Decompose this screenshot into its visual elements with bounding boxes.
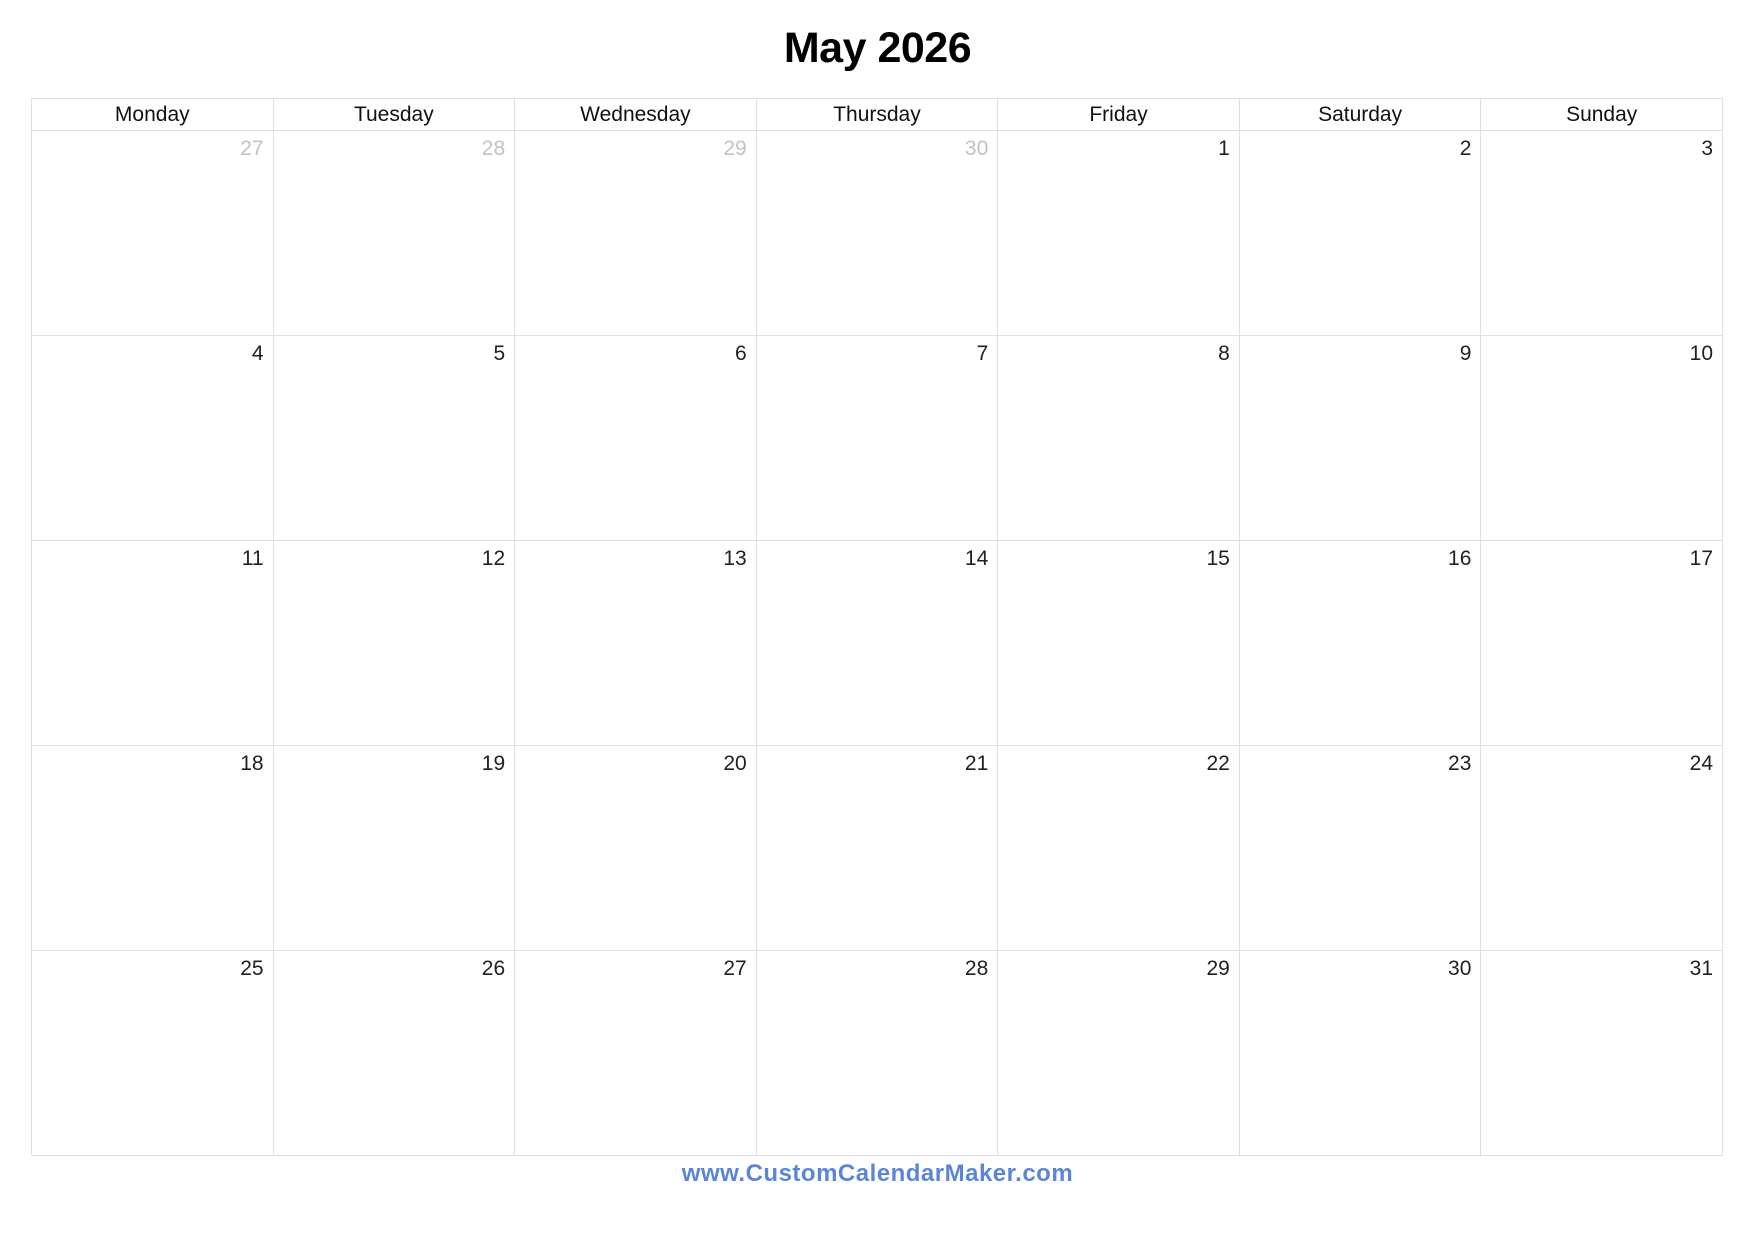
- weekday-header-sunday: Sunday: [1481, 99, 1723, 131]
- day-number: 8: [1218, 342, 1230, 365]
- day-number: 30: [964, 137, 989, 160]
- day-number: 9: [1459, 342, 1472, 365]
- day-cell: [1239, 131, 1481, 336]
- weekday-header-saturday: Saturday: [1239, 99, 1481, 131]
- day-number: 29: [723, 137, 747, 160]
- day-cell: [515, 746, 757, 951]
- day-cell: [998, 541, 1240, 746]
- day-number: 4: [251, 342, 264, 365]
- weekday-header-tuesday: Tuesday: [273, 99, 515, 131]
- day-number: 25: [240, 957, 264, 980]
- day-cell: [32, 541, 274, 746]
- day-cell: [273, 541, 515, 746]
- day-number: 27: [240, 137, 264, 160]
- day-number: 28: [481, 137, 506, 160]
- day-cell: [32, 746, 274, 951]
- day-cell: [1481, 951, 1723, 1156]
- day-cell: [273, 951, 515, 1156]
- day-cell: [1239, 951, 1481, 1156]
- weekday-header-wednesday: Wednesday: [515, 99, 757, 131]
- week-row: [32, 951, 1723, 1156]
- day-number: 13: [723, 547, 747, 570]
- day-number: 6: [735, 342, 747, 365]
- footer-link[interactable]: www.CustomCalendarMaker.com: [681, 1160, 1074, 1187]
- calendar-grid: [31, 98, 1723, 1156]
- day-number: 24: [1689, 752, 1713, 775]
- day-cell: [1239, 541, 1481, 746]
- day-cell: [756, 336, 998, 541]
- day-number: 16: [1448, 547, 1472, 570]
- day-number: 5: [493, 342, 506, 365]
- day-cell: [273, 336, 515, 541]
- day-cell: [998, 746, 1240, 951]
- day-number: 29: [1206, 957, 1230, 980]
- weekday-header-row: [32, 99, 1723, 131]
- day-number: 14: [964, 547, 989, 570]
- day-cell: [273, 746, 515, 951]
- day-number: 23: [1448, 752, 1472, 775]
- day-cell: [1239, 336, 1481, 541]
- day-number: 18: [240, 752, 264, 775]
- day-number: 27: [723, 957, 747, 980]
- day-number: 1: [1218, 137, 1230, 160]
- weekday-header-thursday: Thursday: [756, 99, 998, 131]
- weekday-header-friday: Friday: [998, 99, 1240, 131]
- day-cell: [515, 131, 757, 336]
- day-number: 3: [1701, 137, 1713, 160]
- week-row: [32, 131, 1723, 336]
- day-number: 15: [1206, 547, 1230, 570]
- day-number: 26: [481, 957, 506, 980]
- day-cell: [1481, 336, 1723, 541]
- day-number: 19: [481, 752, 506, 775]
- day-cell: [1481, 541, 1723, 746]
- day-cell: [1481, 746, 1723, 951]
- day-number: 22: [1206, 752, 1230, 775]
- day-cell: [515, 336, 757, 541]
- day-cell: [756, 131, 998, 336]
- footer: [0, 1160, 1755, 1188]
- day-cell: [756, 746, 998, 951]
- week-row: [32, 541, 1723, 746]
- day-number: 10: [1689, 342, 1713, 365]
- day-cell: [1239, 746, 1481, 951]
- day-cell: [515, 951, 757, 1156]
- week-row: [32, 336, 1723, 541]
- day-number: 21: [964, 752, 989, 775]
- day-number: 12: [481, 547, 506, 570]
- day-number: 7: [976, 342, 989, 365]
- day-number: 20: [723, 752, 747, 775]
- day-cell: [1481, 131, 1723, 336]
- weekday-header-monday: Monday: [32, 99, 274, 131]
- day-cell: [32, 336, 274, 541]
- day-cell: [998, 951, 1240, 1156]
- day-cell: [756, 951, 998, 1156]
- day-number: 17: [1689, 547, 1713, 570]
- day-number: 2: [1459, 137, 1472, 160]
- day-number: 31: [1689, 957, 1713, 980]
- day-cell: [515, 541, 757, 746]
- day-cell: [998, 336, 1240, 541]
- day-number: 11: [241, 547, 264, 570]
- day-cell: [273, 131, 515, 336]
- week-row: [32, 746, 1723, 951]
- day-number: 30: [1448, 957, 1472, 980]
- day-cell: [32, 951, 274, 1156]
- day-cell: [998, 131, 1240, 336]
- day-cell: [756, 541, 998, 746]
- page-title: May 2026: [783, 24, 972, 72]
- day-number: 28: [964, 957, 989, 980]
- day-cell: [32, 131, 274, 336]
